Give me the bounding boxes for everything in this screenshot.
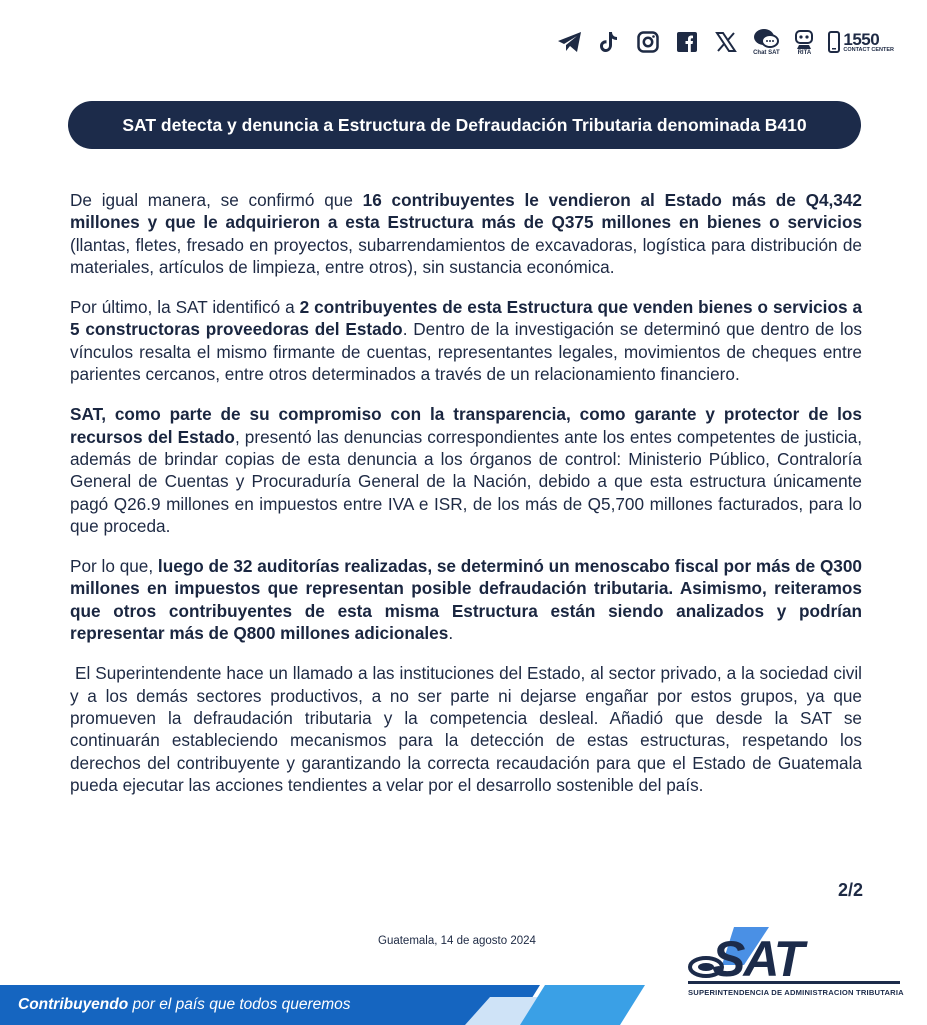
- facebook-icon[interactable]: [674, 29, 700, 55]
- slogan-bold: Contribuyendo: [18, 996, 129, 1013]
- chat-sat-button[interactable]: [752, 28, 780, 56]
- p3-bold: SAT, como parte de su compromiso con la transparencia, como garante y protector de los recursos del Estado: [70, 404, 862, 447]
- sat-logo-subtitle: SUPERINTENDENCIA DE ADMINISTRACION TRIBUTARIA: [688, 988, 904, 997]
- social-bar: [557, 28, 894, 56]
- tiktok-icon[interactable]: [596, 29, 622, 55]
- p4-text-a: Por lo que,: [70, 556, 158, 577]
- p4-text-c: .: [448, 623, 454, 644]
- article-body: [70, 189, 867, 814]
- phone-icon: [828, 31, 840, 53]
- chat-sat-label: Chat SAT: [753, 50, 780, 56]
- sat-logo-word: SAT: [712, 931, 803, 987]
- contact-number: 1550: [843, 29, 880, 49]
- page-title: SAT detecta y denuncia a Estructura de Defraudación Tributaria denominada B410: [122, 114, 807, 135]
- title-banner: [68, 101, 861, 149]
- contact-center[interactable]: [828, 31, 894, 53]
- rita-button[interactable]: [793, 28, 815, 56]
- robot-icon: [793, 28, 815, 50]
- telegram-icon[interactable]: [557, 29, 583, 55]
- paragraph-3: [70, 403, 862, 537]
- paragraph-5: El Superintendente hace un llamado a las instituciones del Estado, al sector privado, a la sociedad civil y a los demás sectores productivos, a no ser parte ni dejarse engañar por estos grupos, ya que promueven la defraudación tributaria y la competencia desleal. Añadió que desde la SAT se continuarán estableciendo mecanismos para la detección de estas estructuras, respetando los derechos del contribuyente y garantizando la correcta recaudación para que el Estado de Guatemala pueda ejecutar las acciones tendientes a velar por el desarrollo sostenible del país.: [70, 663, 867, 795]
- paragraph-1: [70, 189, 862, 278]
- p1-text-a: De igual manera, se confirmó que: [70, 190, 363, 210]
- p2-text-a: Por último, la SAT identificó a: [70, 297, 300, 318]
- paragraph-2: [70, 296, 862, 385]
- date-line: Guatemala, 14 de agosto 2024: [378, 935, 536, 947]
- p3-text-c: , presentó las denuncias correspondientes ante los entes competentes de justicia, además de brindar copias de esta denuncia a los órganos de control: Ministerio Público, Contraloría General de Cuentas y Procuraduría General de la Nación, debido a que esta estructura únicamente pagó Q26.9 millones en impuestos entre IVA e ISR, de los más de Q5,700 millones facturados, para lo que proceda.: [70, 426, 863, 536]
- footer-slogan: [18, 996, 351, 1014]
- page-number: 2/2: [837, 880, 863, 900]
- chat-bubble-icon: [752, 28, 780, 50]
- contact-label: CONTACT CENTER: [843, 46, 894, 53]
- slogan-rest: por el país que todos queremos: [128, 996, 351, 1013]
- x-icon[interactable]: [713, 29, 739, 55]
- p1-text-c: (llantas, fletes, fresado en proyectos, subarrendamientos de excavadoras, logística para distribución de materiales, artículos de limpieza, entre otros), sin sustancia económica.: [70, 234, 862, 277]
- paragraph-4: [70, 555, 862, 644]
- instagram-icon[interactable]: [635, 29, 661, 55]
- p2-text-c: . Dentro de la investigación se determinó que dentro de los vínculos resalta el mismo firmante de cuentas, representantes legales, movimientos de cheques entre parientes cercanos, entre otros determinados a través de un relacionamiento financiero.: [70, 319, 863, 385]
- p1-bold: 16 contribuyentes le vendieron al Estado más de Q4,342 millones y que le adquirieron a esta Estructura más de Q375 millones en bienes o servicios: [70, 190, 862, 233]
- p2-bold: 2 contribuyentes de esta Estructura que venden bienes o servicios a 5 constructoras proveedoras del Estado: [70, 297, 863, 340]
- p4-bold: luego de 32 auditorías realizadas, se determinó un menoscabo fiscal por más de Q300 millones en impuestos que representan posible defraudación tributaria. Asimismo, reiteramos que otros contribuyentes de esta misma Estructura están siendo analizados y podrían representar más de Q800 millones adicionales: [70, 556, 862, 644]
- rita-label: RITA: [797, 50, 812, 56]
